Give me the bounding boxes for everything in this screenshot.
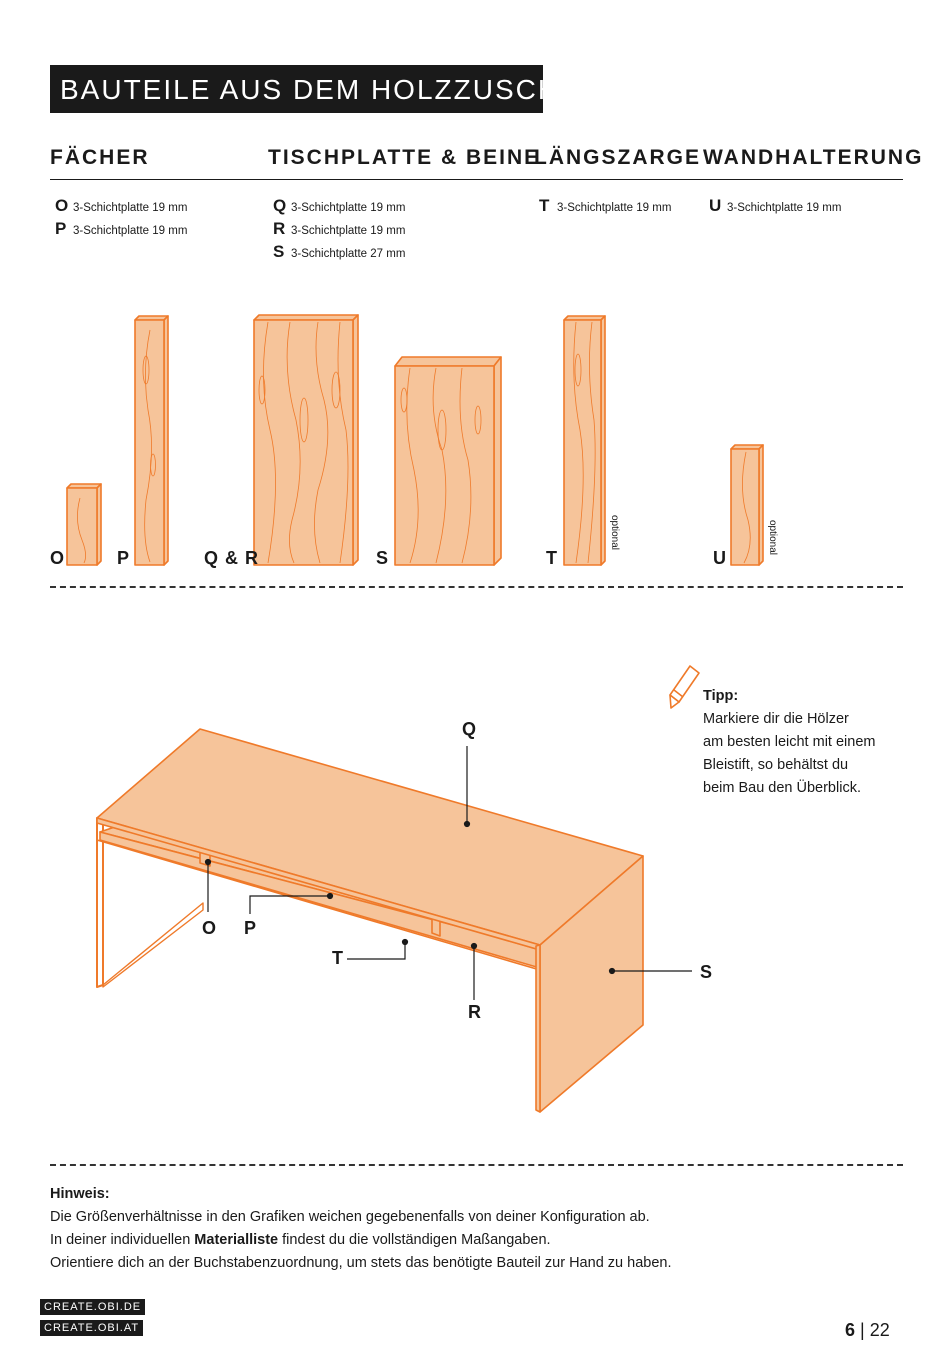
note-text: findest du die vollständigen Maßangaben. bbox=[278, 1232, 551, 1248]
tip-line: beim Bau den Überblick. bbox=[703, 780, 861, 796]
note-block bbox=[50, 1183, 671, 1275]
callout-t: T bbox=[332, 948, 343, 968]
pencil-icon bbox=[670, 666, 699, 708]
part-letter: S bbox=[273, 242, 285, 261]
optional-label-u: optional bbox=[767, 520, 778, 556]
callout-s: S bbox=[700, 962, 713, 982]
part-letter: O bbox=[55, 196, 69, 215]
part-letter: T bbox=[539, 196, 550, 215]
plank-s bbox=[395, 357, 501, 565]
dashed-divider bbox=[50, 586, 903, 588]
part-desc: 3-Schichtplatte 19 mm bbox=[73, 202, 188, 214]
plank-qr bbox=[254, 315, 358, 565]
note-title: Hinweis: bbox=[50, 1186, 110, 1202]
plank-label-s: S bbox=[376, 548, 390, 568]
part-letter: U bbox=[709, 196, 722, 215]
heading-tischplatte-beine: TISCHPLATTE & BEINE bbox=[268, 146, 541, 169]
page-current: 6 bbox=[845, 1320, 856, 1340]
tip-line: Markiere dir die Hölzer bbox=[703, 711, 849, 727]
optional-label-t: optional bbox=[609, 515, 620, 551]
heading-faecher: FÄCHER bbox=[50, 146, 150, 169]
heading-wandhalterung: WANDHALTERUNG bbox=[703, 146, 924, 169]
part-desc: 3-Schichtplatte 19 mm bbox=[557, 202, 672, 214]
callout-q: Q bbox=[462, 719, 477, 739]
note-line: Die Größenverhältnisse in den Grafiken weichen gegebenenfalls von deiner Konfiguration ab. bbox=[50, 1209, 650, 1225]
part-letter: R bbox=[273, 219, 286, 238]
note-line: Orientiere dich an der Buchstabenzuordnung, um stets das benötigte Bauteil zur Hand zu haben. bbox=[50, 1255, 672, 1271]
part-letter: P bbox=[55, 219, 67, 238]
part-desc: 3-Schichtplatte 19 mm bbox=[291, 202, 406, 214]
callout-p: P bbox=[244, 918, 257, 938]
tip-box bbox=[703, 685, 903, 800]
plank-o bbox=[67, 484, 101, 565]
page-separator: | bbox=[855, 1320, 870, 1340]
material-list-label: Materialliste bbox=[194, 1232, 279, 1248]
tip-line: Bleistift, so behältst du bbox=[703, 757, 849, 773]
callout-o: O bbox=[202, 918, 217, 938]
heading-laengszarge: LÄNGSZARGE bbox=[534, 146, 701, 169]
website-link-at[interactable]: CREATE.OBI.AT bbox=[40, 1320, 143, 1336]
dashed-divider bbox=[50, 1164, 903, 1166]
page-number bbox=[845, 1320, 890, 1341]
plank-p bbox=[135, 316, 168, 565]
plank-label-t: T bbox=[546, 548, 558, 568]
plank-t bbox=[564, 316, 605, 565]
tip-title: Tipp: bbox=[703, 688, 739, 704]
desk-illustration bbox=[97, 729, 643, 1112]
page-title: BAUTEILE AUS DEM HOLZZUSCHNITT bbox=[50, 65, 543, 113]
part-desc: 3-Schichtplatte 19 mm bbox=[291, 225, 406, 237]
plank-label-qr: Q & R bbox=[204, 548, 260, 568]
plank-label-p: P bbox=[117, 548, 131, 568]
part-desc: 3-Schichtplatte 19 mm bbox=[73, 225, 188, 237]
plank-label-u: U bbox=[713, 548, 727, 568]
plank-u bbox=[731, 445, 763, 565]
part-desc: 3-Schichtplatte 19 mm bbox=[727, 202, 842, 214]
part-letter: Q bbox=[273, 196, 287, 215]
website-link-de[interactable]: CREATE.OBI.DE bbox=[40, 1299, 145, 1315]
part-desc: 3-Schichtplatte 27 mm bbox=[291, 248, 406, 260]
plank-label-o: O bbox=[50, 548, 66, 568]
page-total: 22 bbox=[869, 1320, 890, 1340]
note-line bbox=[50, 1229, 671, 1252]
tip-line: am besten leicht mit einem bbox=[703, 734, 876, 750]
callout-r: R bbox=[468, 1002, 481, 1022]
note-text: In deiner individuellen bbox=[50, 1232, 195, 1248]
